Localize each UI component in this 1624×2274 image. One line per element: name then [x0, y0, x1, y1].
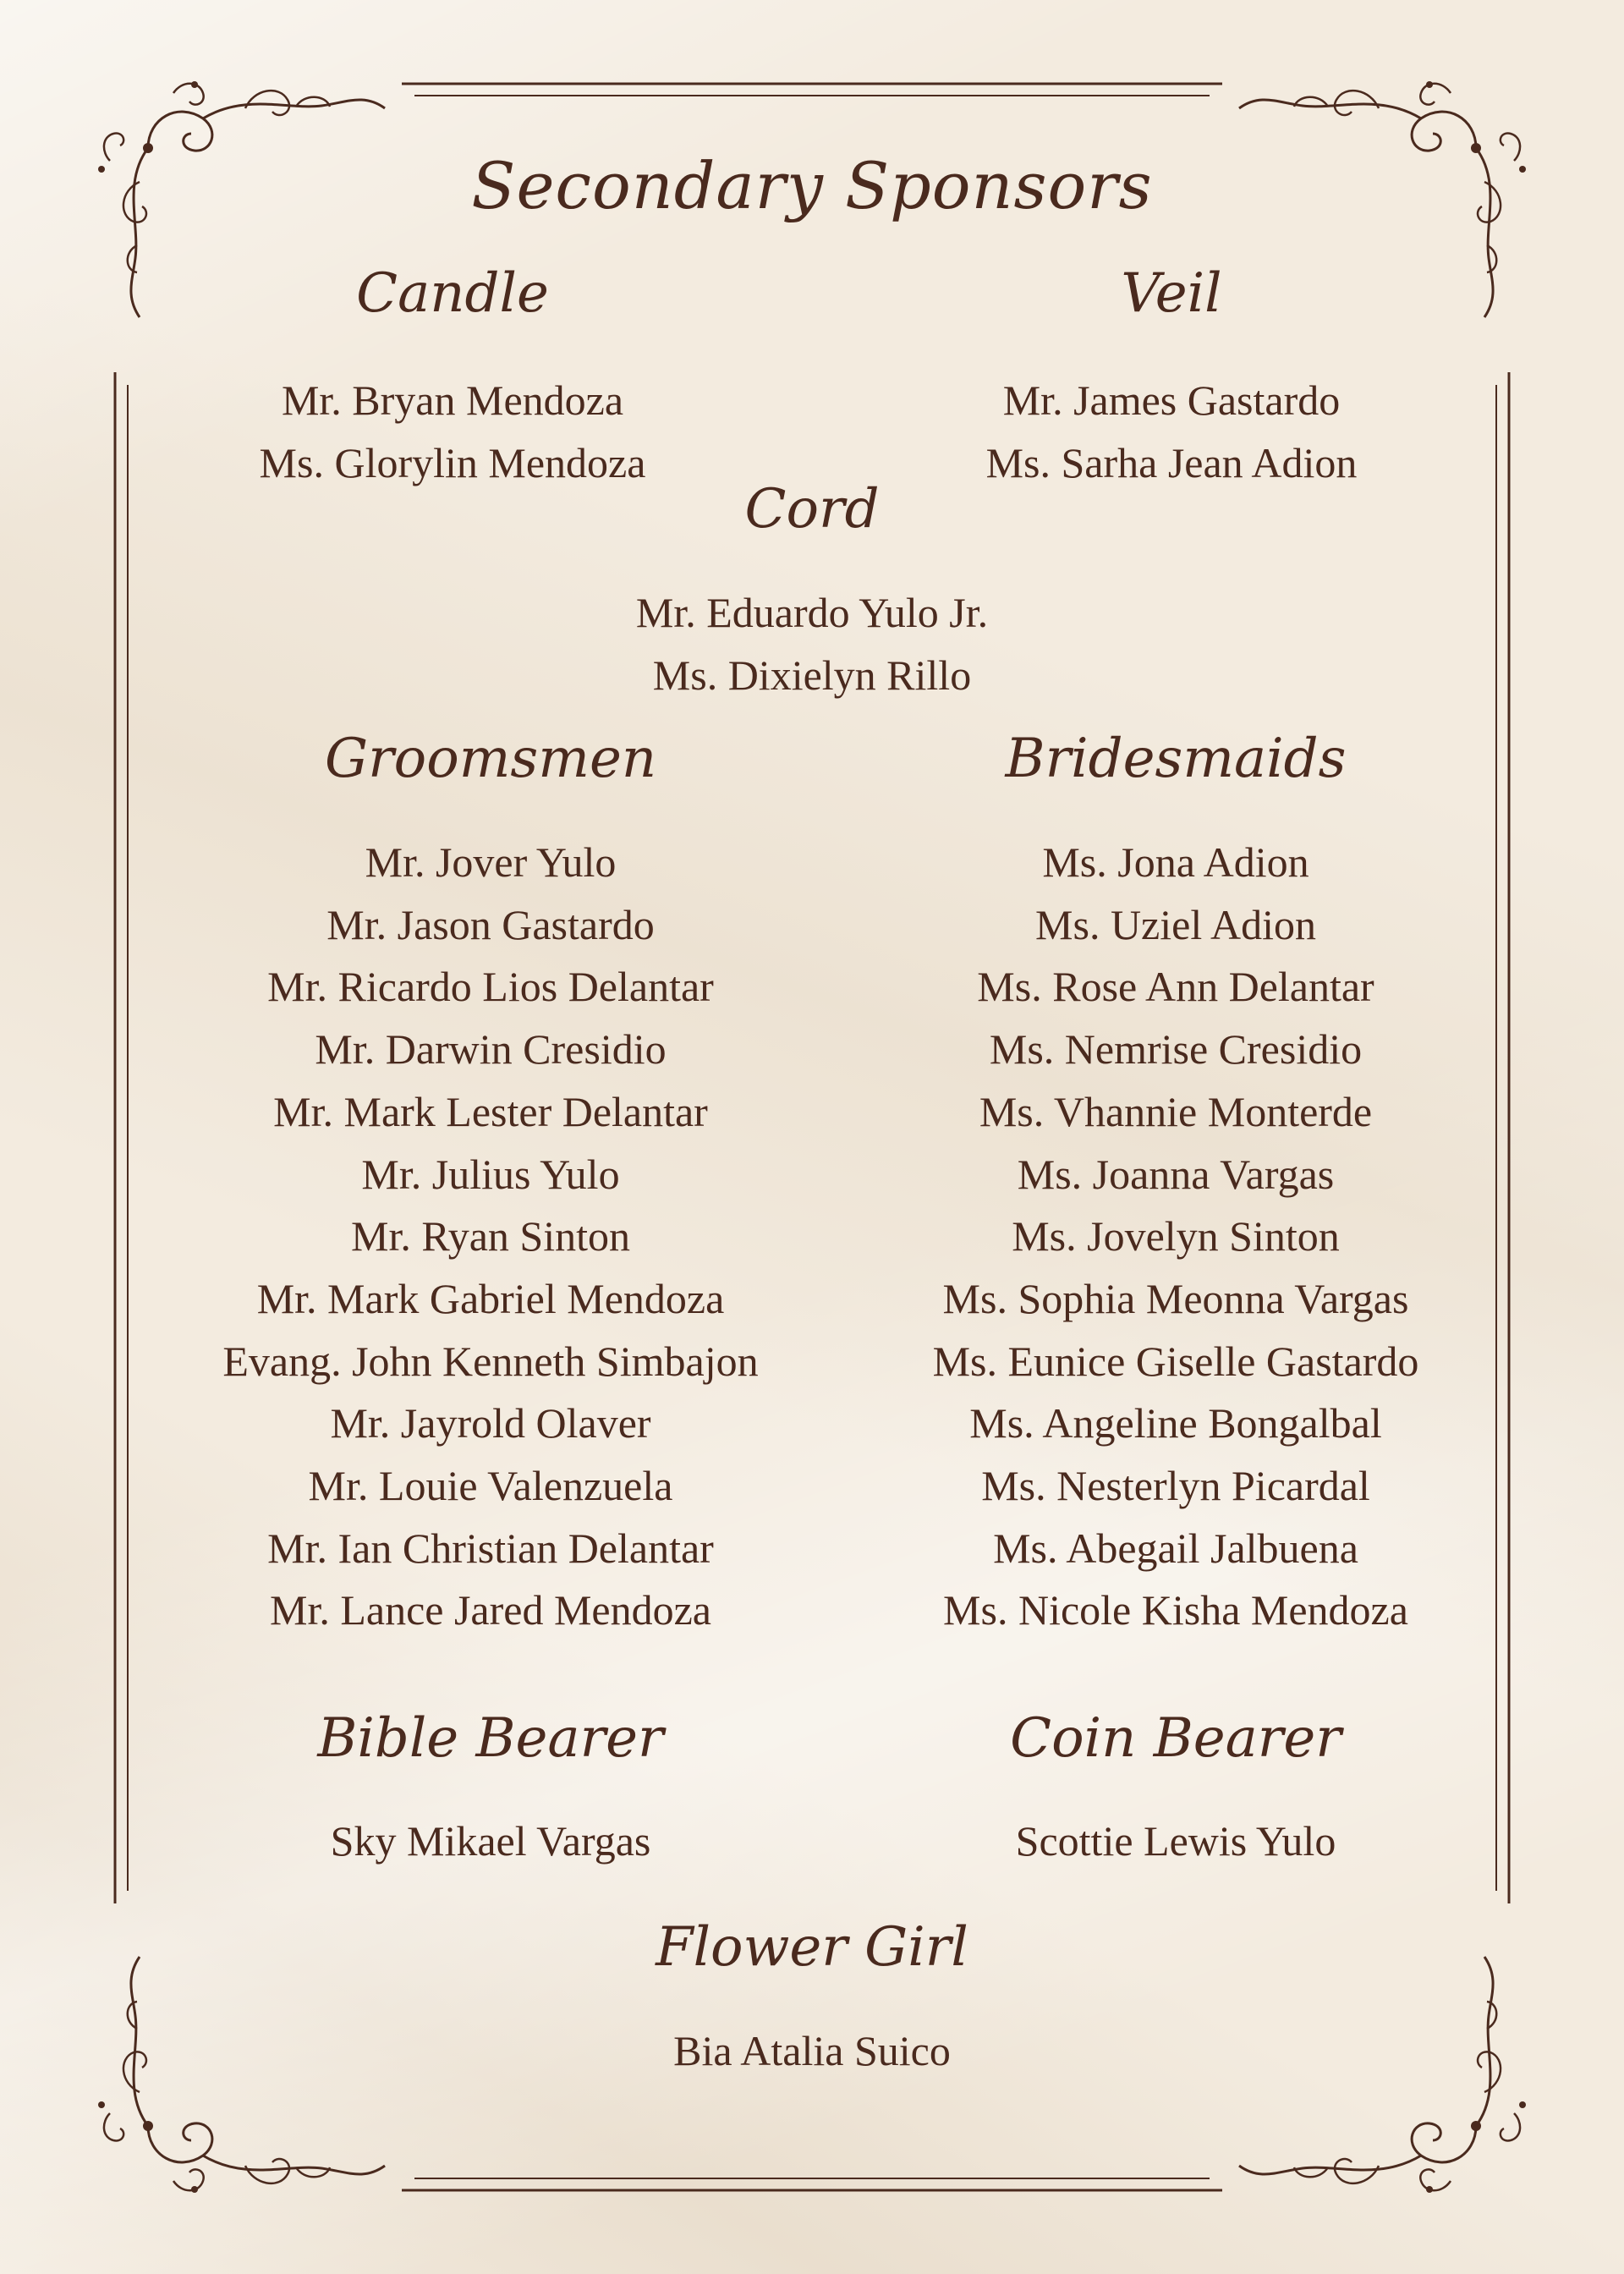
- corner-flourish-bottom-left: [98, 1957, 385, 2193]
- list-item: Ms. Angeline Bongalbal: [969, 1399, 1382, 1447]
- list-item: Ms. Uziel Adion: [1035, 900, 1316, 948]
- list-item: Ms. Jona Adion: [1042, 838, 1309, 886]
- bridesmaids-names: [795, 832, 1556, 1642]
- list-item: Bia Atalia Suico: [673, 2027, 951, 2074]
- list-item: Ms. Jovelyn Sinton: [1012, 1212, 1340, 1261]
- list-item: Mr. Mark Lester Delantar: [273, 1087, 708, 1135]
- list-item: Mr. Ryan Sinton: [351, 1212, 630, 1261]
- list-item: Mr. Jayrold Olaver: [330, 1399, 651, 1447]
- list-item: Ms. Sarha Jean Adion: [985, 438, 1358, 486]
- list-item: Mr. Ricardo Lios Delantar: [267, 963, 714, 1011]
- coin-bearer-names: [795, 1810, 1556, 1873]
- list-item: Ms. Glorylin Mendoza: [259, 438, 646, 486]
- list-item: Mr. Jason Gastardo: [326, 900, 655, 948]
- list-item: Mr. James Gastardo: [1002, 376, 1341, 424]
- coin-bearer-heading: Coin Bearer: [1010, 1707, 1341, 1770]
- corner-flourish-bottom-right: [1239, 1957, 1526, 2193]
- list-item: Mr. Jover Yulo: [365, 838, 617, 886]
- flower-girl-heading: Flower Girl: [656, 1916, 968, 1979]
- list-item: Evang. John Kenneth Simbajon: [222, 1337, 759, 1385]
- list-item: Ms. Nemrise Cresidio: [989, 1025, 1363, 1074]
- list-item: Mr. Eduardo Yulo Jr.: [635, 589, 989, 636]
- list-item: Ms. Rose Ann Delantar: [977, 963, 1374, 1011]
- flower-girl-names: [389, 2020, 1235, 2083]
- groomsmen-heading: Groomsmen: [324, 728, 657, 790]
- groomsmen-names: [110, 832, 871, 1642]
- bible-bearer-heading: Bible Bearer: [317, 1707, 664, 1770]
- bible-bearer-names: [110, 1810, 871, 1873]
- list-item: Ms. Eunice Giselle Gastardo: [932, 1337, 1419, 1385]
- list-item: Ms. Joanna Vargas: [1017, 1150, 1335, 1198]
- page-title: Secondary Sponsors: [471, 148, 1153, 223]
- list-item: Mr. Lance Jared Mendoza: [270, 1586, 711, 1634]
- list-item: Mr. Mark Gabriel Mendoza: [256, 1274, 725, 1322]
- list-item: Scottie Lewis Yulo: [1015, 1817, 1336, 1865]
- candle-heading: Candle: [356, 262, 549, 325]
- list-item: Sky Mikael Vargas: [330, 1817, 651, 1865]
- list-item: Mr. Bryan Mendoza: [281, 376, 624, 424]
- list-item: Ms. Sophia Meonna Vargas: [942, 1274, 1409, 1322]
- list-item: Ms. Nicole Kisha Mendoza: [943, 1586, 1408, 1634]
- list-item: Mr. Louie Valenzuela: [308, 1462, 673, 1510]
- list-item: Mr. Julius Yulo: [361, 1150, 620, 1198]
- list-item: Ms. Vhannie Monterde: [979, 1087, 1373, 1135]
- list-item: Ms. Nesterlyn Picardal: [981, 1462, 1370, 1510]
- veil-heading: Veil: [1121, 262, 1222, 325]
- bridesmaids-heading: Bridesmaids: [1005, 728, 1347, 790]
- candle-names: [110, 370, 795, 494]
- list-item: Ms. Dixielyn Rillo: [652, 651, 972, 699]
- cord-names: [389, 582, 1235, 706]
- list-item: Mr. Ian Christian Delantar: [267, 1524, 714, 1572]
- cord-heading: Cord: [744, 478, 880, 541]
- veil-names: [829, 370, 1514, 494]
- list-item: Mr. Darwin Cresidio: [315, 1025, 667, 1074]
- list-item: Ms. Abegail Jalbuena: [993, 1524, 1358, 1572]
